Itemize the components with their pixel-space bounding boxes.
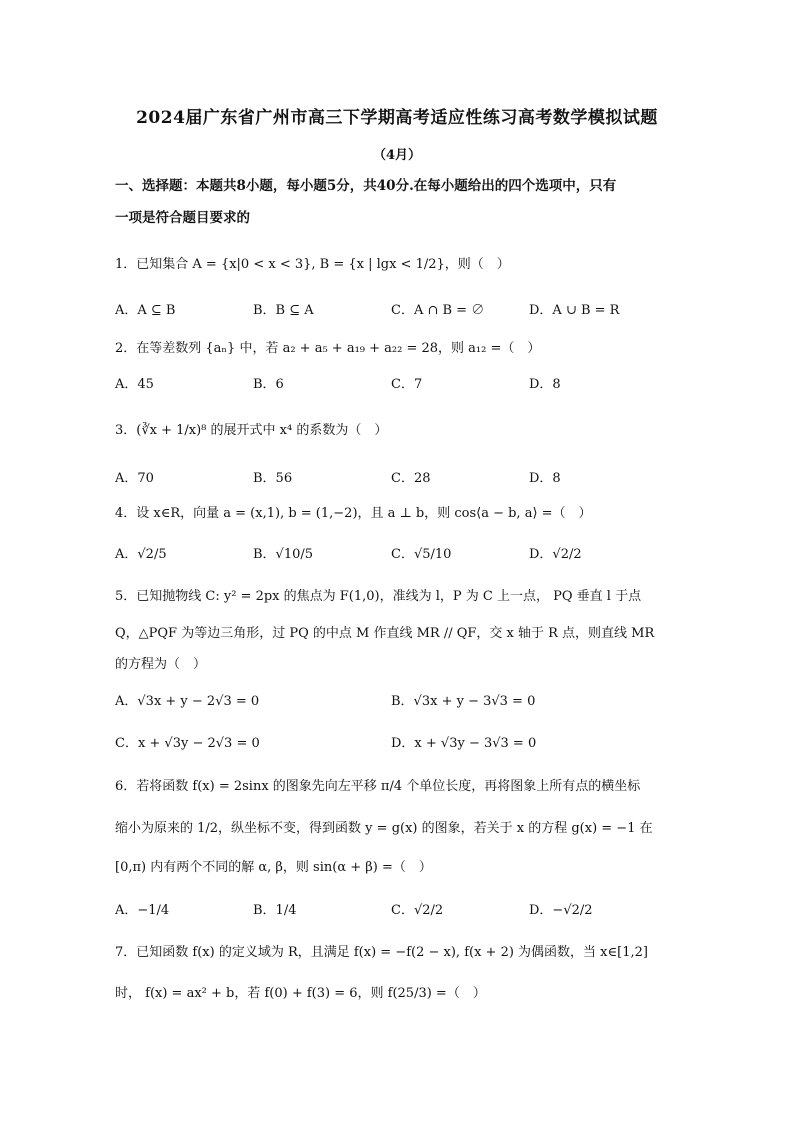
question-1-option-a: A．A ⊆ B <box>115 303 176 318</box>
question-6-option-b: B．1/4 <box>253 903 297 918</box>
section-heading-line2: 一项是符合题目要求的 <box>115 210 250 226</box>
question-4-option-b: B．√10/5 <box>253 547 314 562</box>
question-6-stem-line1: 6．若将函数 f(x) = 2sinx 的图象先向左平移 π/4 个单位长度，再将图象上所有点的横坐标 <box>115 779 641 794</box>
question-1-stem: 1．已知集合 A = {x|0 < x < 3}, B = {x | lgx < 1/2}，则（ ） <box>115 257 510 272</box>
question-2-option-b: B．6 <box>253 377 284 392</box>
question-5-stem-line2: Q，△PQF 为等边三角形，过 PQ 的中点 M 作直线 MR // QF，交 x 轴于 R 点，则直线 MR <box>115 626 655 641</box>
question-6-stem-line2: 缩小为原来的 1/2，纵坐标不变，得到函数 y = g(x) 的图象，若关于 x 的方程 g(x) = −1 在 <box>115 821 653 836</box>
question-1-option-b: B．B ⊆ A <box>253 303 314 318</box>
question-5-stem-line1: 5．已知抛物线 C: y² = 2px 的焦点为 F(1,0)，准线为 l，P 为 C 上一点， PQ 垂直 l 于点 <box>115 589 642 604</box>
question-3-option-c: C．28 <box>391 471 431 486</box>
question-7-stem-line1: 7．已知函数 f(x) 的定义域为 R，且满足 f(x) = −f(2 − x), f(x + 2) 为偶函数，当 x∈[1,2] <box>115 945 648 960</box>
question-3-option-b: B．56 <box>253 471 293 486</box>
question-2-option-c: C．7 <box>391 377 423 392</box>
question-1-option-c: C．A ∩ B = ∅ <box>391 303 485 318</box>
question-7-stem-line2: 时， f(x) = ax² + b，若 f(0) + f(3) = 6，则 f(25/3) =（ ） <box>115 986 486 1001</box>
question-6-option-d: D．−√2/2 <box>529 903 593 918</box>
question-6-option-a: A．−1/4 <box>115 903 170 918</box>
question-3-option-d: D．8 <box>529 471 561 486</box>
question-2-option-d: D．8 <box>529 377 561 392</box>
question-4-stem: 4．设 x∈R，向量 a = (x,1), b = (1,−2)，且 a ⊥ b，则 cos⟨a − b, a⟩ =（ ） <box>115 506 592 521</box>
question-5-option-c: C．x + √3y − 2√3 = 0 <box>115 736 260 751</box>
question-2-stem: 2．在等差数列 {aₙ} 中，若 a₂ + a₅ + a₁₉ + a₂₂ = 28，则 a₁₂ =（ ） <box>115 341 541 356</box>
question-3-option-a: A．70 <box>115 471 154 486</box>
section-heading-line1: 一、选择题：本题共8小题，每小题5分，共40分.在每小题给出的四个选项中，只有 <box>115 178 617 194</box>
question-6-option-c: C．√2/2 <box>391 903 444 918</box>
question-4-option-a: A．√2/5 <box>115 547 167 562</box>
question-5-option-b: B．√3x + y − 3√3 = 0 <box>391 694 536 709</box>
question-4-option-d: D．√2/2 <box>529 547 582 562</box>
page-subtitle: （4月） <box>372 148 422 163</box>
question-1-option-d: D．A ∪ B = R <box>529 303 620 318</box>
question-6-stem-line3: [0,π) 内有两个不同的解 α, β，则 sin(α + β) =（ ） <box>115 860 432 875</box>
question-2-option-a: A．45 <box>115 377 154 392</box>
question-5-stem-line3: 的方程为（ ） <box>115 657 207 672</box>
question-5-option-d: D．x + √3y − 3√3 = 0 <box>391 736 537 751</box>
question-3-stem: 3．(∛x + 1/x)⁸ 的展开式中 x⁴ 的系数为（ ） <box>115 423 388 438</box>
question-5-option-a: A．√3x + y − 2√3 = 0 <box>115 694 260 709</box>
question-4-option-c: C．√5/10 <box>391 547 452 562</box>
page-title: 2024届广东省广州市高三下学期高考适应性练习高考数学模拟试题 <box>136 108 658 128</box>
